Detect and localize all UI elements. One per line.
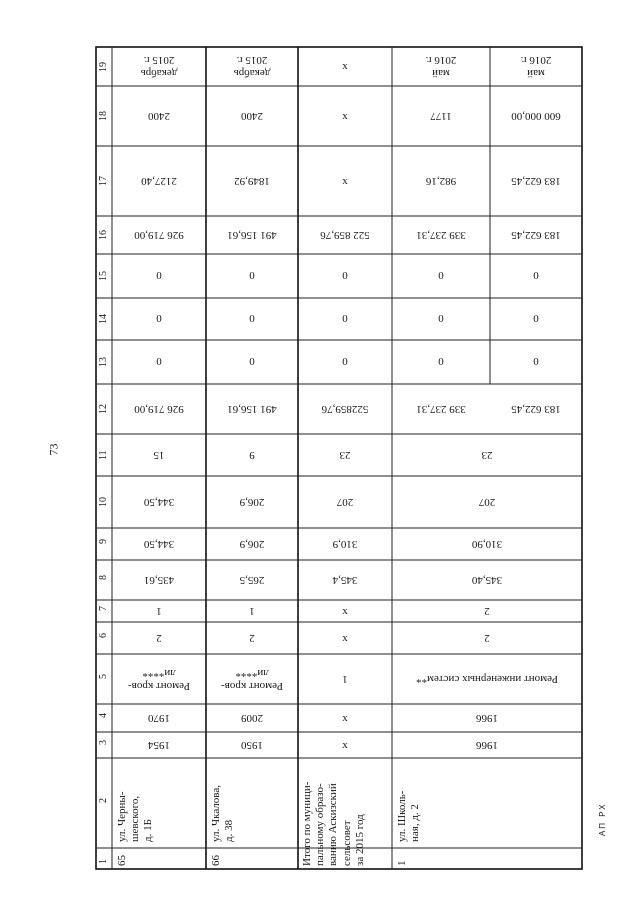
- column-number: 14: [98, 314, 109, 324]
- column-number: 7: [98, 606, 109, 611]
- entrances: х: [342, 604, 348, 617]
- column-number: 17: [98, 176, 109, 186]
- premises-area: 206,9: [239, 538, 265, 551]
- floors: 2: [156, 632, 162, 645]
- residents: 15: [153, 449, 165, 462]
- residents: 9: [249, 449, 255, 462]
- fund-owners: 491 156,61: [227, 229, 277, 242]
- cost-limit: 2400: [241, 110, 263, 123]
- premises-area: 310,9: [332, 538, 358, 551]
- column-number: 8: [98, 575, 109, 580]
- fund-federal: 0: [533, 355, 539, 368]
- unit-cost: 183 622,45: [511, 175, 561, 188]
- residential-area: 344,50: [143, 496, 175, 509]
- fund-regional: 0: [249, 312, 255, 325]
- fund-local: 0: [156, 269, 162, 282]
- cost-limit: х: [342, 109, 348, 122]
- fund-regional: 0: [533, 312, 539, 325]
- column-number: 12: [98, 404, 109, 414]
- unit-cost: 2127,40: [141, 175, 177, 188]
- column-number: 9: [98, 539, 109, 544]
- year-built: 1954: [148, 739, 170, 752]
- year-built: 1966: [476, 739, 498, 752]
- unit-cost: 1849,92: [234, 175, 270, 188]
- total-area: 265,5: [239, 574, 265, 587]
- completion-date: декабрь 2015 г.: [233, 54, 271, 80]
- archive-mark: АП РХ: [598, 802, 607, 836]
- repair-type: Ремонт кров- ли****: [128, 667, 190, 692]
- fund-owners: 183 622,45: [511, 229, 561, 242]
- fund-owners: 339 237,31: [416, 229, 466, 242]
- completion-date: декабрь 2015 г.: [140, 54, 178, 80]
- column-number: 15: [98, 271, 109, 281]
- entrances: 1: [249, 605, 255, 618]
- fund-owners: 522 859,76: [320, 229, 370, 242]
- residential-area: 207: [336, 496, 354, 509]
- repair-type: Ремонт кров- ли****: [221, 667, 283, 692]
- year-last-repair: 1966: [476, 712, 498, 725]
- total-label: Итого по муници- пальному образо- ванию Аскизский сельсовет за 2015 год: [301, 781, 366, 866]
- cost-limit: 600 000,00: [511, 110, 561, 123]
- column-number: 1: [98, 859, 109, 864]
- year-last-repair: х: [342, 711, 348, 724]
- column-number: 18: [98, 111, 109, 121]
- column-number: 11: [98, 450, 109, 460]
- row-number: 66: [210, 855, 222, 866]
- residential-area: 206,9: [239, 496, 265, 509]
- column-number: 19: [98, 62, 109, 72]
- repair-cost-total: 491 156,61: [227, 403, 277, 416]
- repair-cost-total: 522859,76: [321, 403, 369, 416]
- entrances: 1: [156, 605, 162, 618]
- column-number: 3: [98, 740, 109, 745]
- total-area: 345,4: [332, 574, 358, 587]
- repair-cost-total: 339 237,31: [416, 403, 466, 416]
- fund-regional: 0: [156, 312, 162, 325]
- row-number: 65: [116, 855, 128, 866]
- repair-type: 1: [342, 673, 348, 686]
- cost-limit: 1177: [430, 110, 452, 123]
- residents: 23: [339, 449, 351, 462]
- column-number: 6: [98, 633, 109, 638]
- repair-cost-total: 183 622,45: [511, 403, 561, 416]
- column-number: 5: [98, 674, 109, 679]
- fund-local: 0: [249, 269, 255, 282]
- floors: 2: [484, 632, 490, 645]
- residents: 23: [481, 449, 493, 462]
- unit-cost: х: [342, 174, 348, 187]
- fund-federal: 0: [438, 355, 444, 368]
- repair-type: Ремонт инженерных систем**: [416, 673, 558, 686]
- unit-cost: 982,16: [425, 175, 457, 188]
- fund-local: 0: [533, 269, 539, 282]
- house-address: ул. Черны- шевского, д. 1Б: [116, 791, 155, 842]
- completion-date: х: [342, 60, 348, 73]
- column-number: 16: [98, 230, 109, 240]
- entrances: 2: [484, 605, 490, 618]
- premises-area: 344,50: [143, 538, 175, 551]
- fund-local: 0: [342, 269, 348, 282]
- residential-area: 207: [478, 496, 496, 509]
- fund-federal: 0: [342, 355, 348, 368]
- cost-limit: 2400: [148, 110, 170, 123]
- fund-owners: 926 719,00: [134, 229, 184, 242]
- fund-federal: 0: [156, 355, 162, 368]
- floors: х: [342, 631, 348, 644]
- repair-cost-total: 926 719,00: [134, 403, 184, 416]
- year-built: 1950: [241, 739, 263, 752]
- fund-local: 0: [438, 269, 444, 282]
- column-number: 13: [98, 357, 109, 367]
- year-built: х: [342, 738, 348, 751]
- floors: 2: [249, 632, 255, 645]
- column-number: 2: [98, 798, 109, 803]
- row-number: 1: [396, 860, 408, 866]
- house-address: ул. Чкалова, д. 38: [210, 785, 236, 842]
- year-last-repair: 1970: [148, 712, 170, 725]
- completion-date: май 2016 г.: [520, 54, 552, 80]
- house-address: ул. Школь- ная, д. 2: [396, 790, 422, 842]
- year-last-repair: 2009: [241, 712, 263, 725]
- premises-area: 310,90: [471, 538, 503, 551]
- total-area: 345,40: [471, 574, 503, 587]
- total-area: 435,61: [143, 574, 175, 587]
- page-number: 73: [46, 443, 61, 456]
- fund-regional: 0: [342, 312, 348, 325]
- column-number: 4: [98, 713, 109, 718]
- fund-regional: 0: [438, 312, 444, 325]
- fund-federal: 0: [249, 355, 255, 368]
- column-number: 10: [98, 497, 109, 507]
- completion-date: май 2016 г.: [425, 54, 457, 80]
